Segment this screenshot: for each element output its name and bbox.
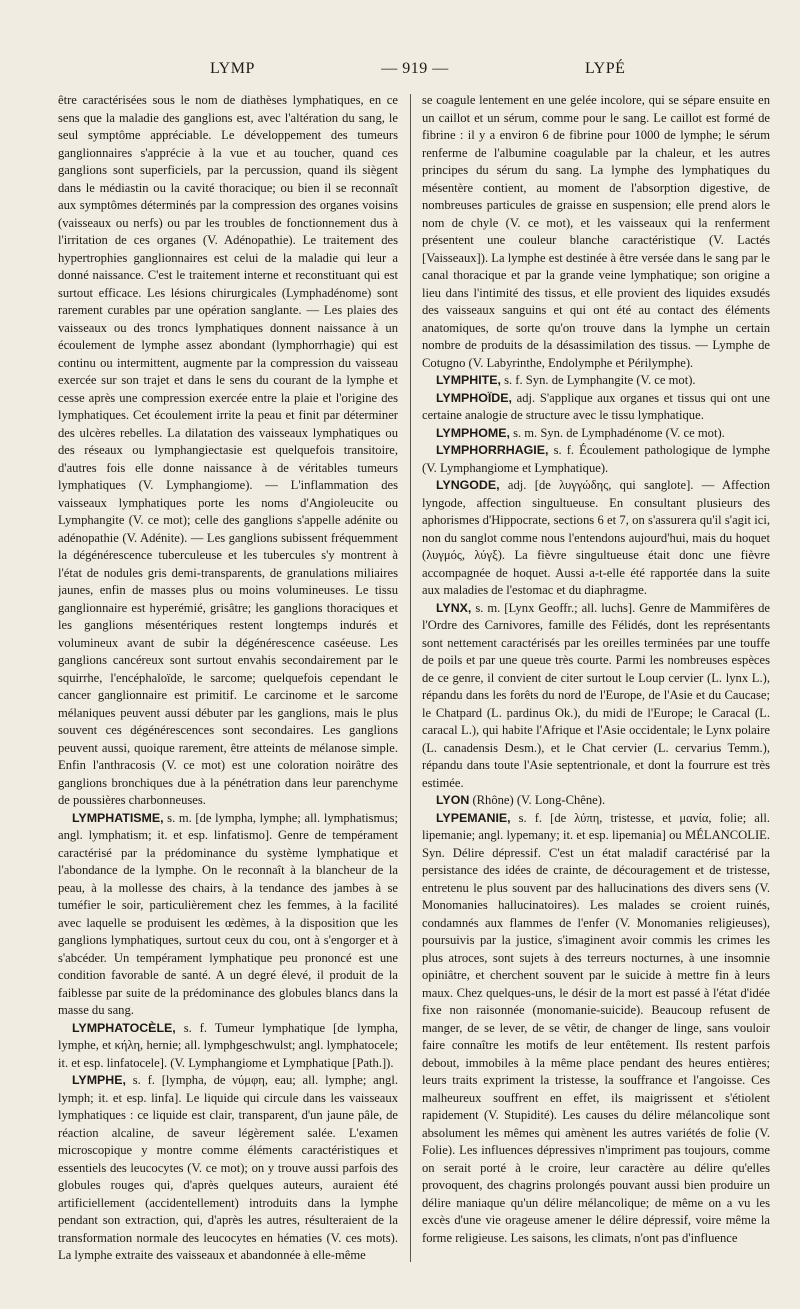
headword: LYMPHITE, [436, 373, 501, 387]
entry-lynx: LYNX, s. m. [Lynx Geoffr.; all. luchs]. Genre de Mammifères de l'Ordre des Carnivores, famille des Félidés, dont les représentants sont nettement caractérisés par les oreilles terminées par une touffe de poils et par une queue très courte. Parmi les nombreuses espèces de ce genre, il convient de citer surtout le Loup cervier (L. lynx L.), répandu dans les forêts du nord de l'Europe, de l'Asie et du Caucase; le Chatpard (L. pardinus Ok.), du midi de l'Europe; le Caracal (L. caracal L.), qui habite l'Afrique et l'Asie occidentale; le Lynx polaire (L. canadensis Desm.), et le Chat cervier (L. cervarius Temm.), répandu dans toute l'Asie septentrionale, et dont la fourrure est très estimée. [422, 600, 770, 790]
header-left-word: LYMP [210, 60, 255, 77]
headword: LYMPHATISME, [72, 810, 164, 825]
headword: LYPEMANIE, [436, 810, 511, 825]
entry-lymphome: LYMPHOME, s. m. Syn. de Lymphadénome (V. ce mot). [436, 425, 725, 440]
entry-lyngode: LYNGODE, adj. [de λυγγώδης, qui sanglote]. — Affection lyngode, affection singultueuse. En consultant plusieurs des aphorismes d'Hippocrate, sections 6 et 7, on s'assurera qu'il s'agit ici, non du sanglot comme nous l'entendons aujourd'hui, mais du hoquet (λυγμός, λύγξ). La fièvre singultueuse était donc une fièvre accompagnée de hoquet. Aussi a-t-elle été rapportée dans la suite aux maladies de l'estomac et du diaphragme. [422, 478, 770, 597]
headword: LYNGODE, [436, 478, 500, 492]
column-divider [410, 94, 411, 1262]
headword: LYNX, [436, 600, 472, 615]
entry-lypemanie: LYPEMANIE, s. f. [de λύπη, tristesse, et μανία, folie; all. lipemanie; angl. lypemany; it. et esp. lipemania] ou MÉLANCOLIE. Syn. Délire dépressif. C'est un état maladif caractérisé par la persistance des idées de crainte, de découragement et de tristesse, entretenu le plus souvent par des hallucinations des divers sens (V. Monomanies hallucinatoires). Les malades se croient ruinés, condamnés aux flammes de l'enfer (V. Monomanies religieuses), poursuivis par la justice, s'imaginent avoir commis les crimes les plus atroces, sont sujets à des terreurs nocturnes, à une insomnie opiniâtre, et cherchent souvent par le suicide à mettre fin à leurs maux. Chez quelques-uns, le désir de la mort est passé à l'état d'idée fixe non raisonnée (monomanie-suicide). Beaucoup refusent de manger, de se lever, de se vêtir, de changer de linge, sans vouloir faire connaître les motifs de leur entêtement. Ils restent parfois debout, immobiles à la même place pendant des heures entières; leurs traits expriment la tristesse, la souffrance et l'angoisse. Ces malheureux souffrent en effet, ils maigrissent et s'étiolent rapidement (V. Stupidité). Les causes du délire mélancolique sont absolument les mêmes qui amènent les autres variétés de folie (V. Folie). Les influences dépressives n'impriment pas toujours, comme on serait porté à le croire, leur caractère au délire qu'elles provoquent, des chagrins prolongés pouvant aussi bien produire un délire maniaque qu'un délire mélancolique; de même on a vu les excès d'une vie orageuse amener le délire dépressif, voire même la forme religieuse. Les saisons, les climats, n'ont pas d'influence [422, 810, 770, 1245]
header-right-word: LYPÉ [585, 60, 626, 77]
entry-lymphatocele: LYMPHATOCÈLE, s. f. Tumeur lymphatique [de lympha, lymphe, et κήλη, hernie; all. lymphgeschwulst; angl. lymphatocele; it. et esp. linfatocele]. (V. Lymphangiome et Lymphatique [Path.]). [58, 1020, 398, 1070]
entry-lymphite: LYMPHITE, s. f. Syn. de Lymphangite (V. ce mot). [436, 373, 696, 387]
entry-lymphe: LYMPHE, s. f. [lympha, de νύμφη, eau; all. lymphe; angl. lymph; it. et esp. linfa]. Le liquide qui circule dans les vaisseaux lymphatiques : ce liquide est clair, transparent, d'un jaune pâle, de réaction alcaline, de saveur légèrement salée. L'examen microscopique y montre comme éléments caractéristiques et essentiels des leucocytes (V. ce mot); on y trouve aussi parfois des globules rouges qui, d'après quelques auteurs, auraient été artificiellement (accidentellement) introduits dans la lymphe pendant son extraction, qui, d'après les autres, résulteraient de la transformation normale des leucocytes en hématies (V. ces mots). La lymphe extraite des vaisseaux et abandonnée à elle-même [58, 1073, 398, 1262]
headword: LYMPHE, [72, 1073, 126, 1087]
headword: LYMPHORRHAGIE, [436, 443, 549, 457]
entry-lyon: LYON (Rhône) (V. Long-Chêne). [436, 793, 606, 807]
entry-lymphatisme: LYMPHATISME, s. m. [de lympha, lymphe; all. lymphatismus; angl. lymphatism; it. et esp. linfatismo]. Genre de tempérament caractérisé par la prédominance du système lymphatique et l'abondance de la lymphe. On le reconnaît à la blancheur de la peau, à la mollesse des chairs, à la tendance des jambes à se tuméfier le soir, particulièrement chez les femmes, à la facilité avec laquelle se produisent les œdèmes, à la disposition que les ganglions lymphatiques, surtout ceux du cou, ont à s'engorger et à s'abcéder. Un tempérament lymphatique peu prononcé est une condition favorable de santé. A un degré élevé, il produit de la faiblesse par suite de la prédominance des globules blancs dans la masse du sang. [58, 810, 398, 1017]
headword: LYON [436, 793, 470, 807]
headword: LYMPHOME, [436, 425, 510, 440]
running-header [40, 60, 765, 86]
entry-continuation: se coagule lentement en une gelée incolore, qui se sépare ensuite en un caillot et un sérum, comme pour le sang. Le caillot est formé de fibrine : il y a environ 6 de fibrine pour 1000 de lymphe; le sérum renferme de l'albumine coagulable par la chaleur, et les autres principes du sérum du sang. La lymphe des lymphatiques du mésentère contient, au moment de l'absorption digestive, de nombreuses particules de graisse en suspension; elle prend alors le nom de chyle (V. ce mot), et les vaisseaux qui la renferment présentent une couleur blanche caractéristique (V. Lactés [Vaisseaux]). La lymphe est destinée à être versée dans le sang par le canal thoracique et par la grande veine lymphatique; son origine a lieu dans l'intimité des tissus, et elle provient des liquides exsudés des vaisseaux sanguins et qui ont été au contact des éléments anatomiques, de sorte qu'on trouve dans la lymphe un certain nombre de produits de la désassimilation des tissus. — Lymphe de Cotugno (V. Labyrinthe, Endolymphe et Périlymphe). [422, 93, 770, 370]
headword: LYMPHOÏDE, [436, 390, 512, 405]
headword: LYMPHATOCÈLE, [72, 1020, 176, 1035]
entry-lymphoide: LYMPHOÏDE, adj. S'applique aux organes et tissus qui ont une certaine analogie de structure avec le tissu lymphatique. [422, 390, 770, 422]
right-column [422, 92, 770, 1267]
entry-continuation: être caractérisées sous le nom de diathèses lymphatiques, en ce sens que la maladie des ganglions est, avec l'altération du sang, le seul symptôme appréciable. Le développement des tumeurs ganglionnaires s'apprécie à la vue et au toucher, quand ces ganglions sont superficiels, par la percussion, quand ils siègent dans le médiastin ou la cavité thoracique; ou bien il se reconnaît aux symptômes déterminés par la compression des organes voisins (vaisseaux ou nerfs) ou par les troubles de fonctionnement dus à l'irritation de ces organes (V. Adénopathie). Le traitement des hypertrophies ganglionnaires est celui de la maladie qui leur a donné naissance. C'est le traitement interne et reconstituant qui est surtout efficace. Les lésions chirurgicales (Lymphadénome) sont rarement curables par une opération sanglante. — Les plaies des vaisseaux ou des troncs lymphatiques donnent naissance à un écoulement de lymphe assez abondant (lymphorrhagie) qui est continu ou intermittent, augmente par la compression du vaisseau exercée sur son trajet et dans le sens du courant de la lymphe et cesse après une compression exercée entre la plaie et l'origine des lymphatiques. Cet écoulement irrite la peau et finit par déterminer des ulcères rebelles. La dilatation des vaisseaux lymphatiques ou des réseaux ou lymphangiectasie est quelquefois transitoire, d'autres fois elle donne naissance à de véritables tumeurs lymphatiques (V. Lymphangiome). — L'inflammation des vaisseaux lymphatiques porte les noms d'Angioleucite ou Lymphangite (V. ce mot); celle des ganglions s'appelle adénite ou adénopathie (V. Adénite). — Les ganglions subissent fréquemment la dégénérescence tuberculeuse et les tubercules s'y montrent à l'état de nodules gris demi-transparents, de granulations miliaires jaunes, enfin de masses plus ou moins volumineuses. Le tissu ganglionnaire est hyperémié, grisâtre; les ganglions thoraciques et les ganglions mésentériques restent longtemps indurés et volumineux avant de subir la dégénérescence caséeuse. Les ganglions cancéreux sont surtout envahis secondairement par le squirrhe, l'encéphaloïde, le sarcome; quelquefois cependant le cancer ganglionnaire est primitif. Le carcinome et le sarcome mélaniques peuvent aussi débuter par les ganglions, mais le plus souvent ces dégénérescences sont secondaires. Les ganglions peuvent aussi, quoique rarement, être atteints de mélanose simple. Enfin l'anthracosis (V. ce mot) est une coloration noirâtre des ganglions bronchiques due à la pénétration dans leur parenchyme de poussières charbonneuses. [58, 93, 398, 807]
page-number: — 919 — [381, 60, 449, 77]
left-column [58, 92, 398, 1267]
entry-lymphorrhagie: LYMPHORRHAGIE, s. f. Écoulement pathologique de lymphe (V. Lymphangiome et Lymphatique). [422, 443, 770, 475]
